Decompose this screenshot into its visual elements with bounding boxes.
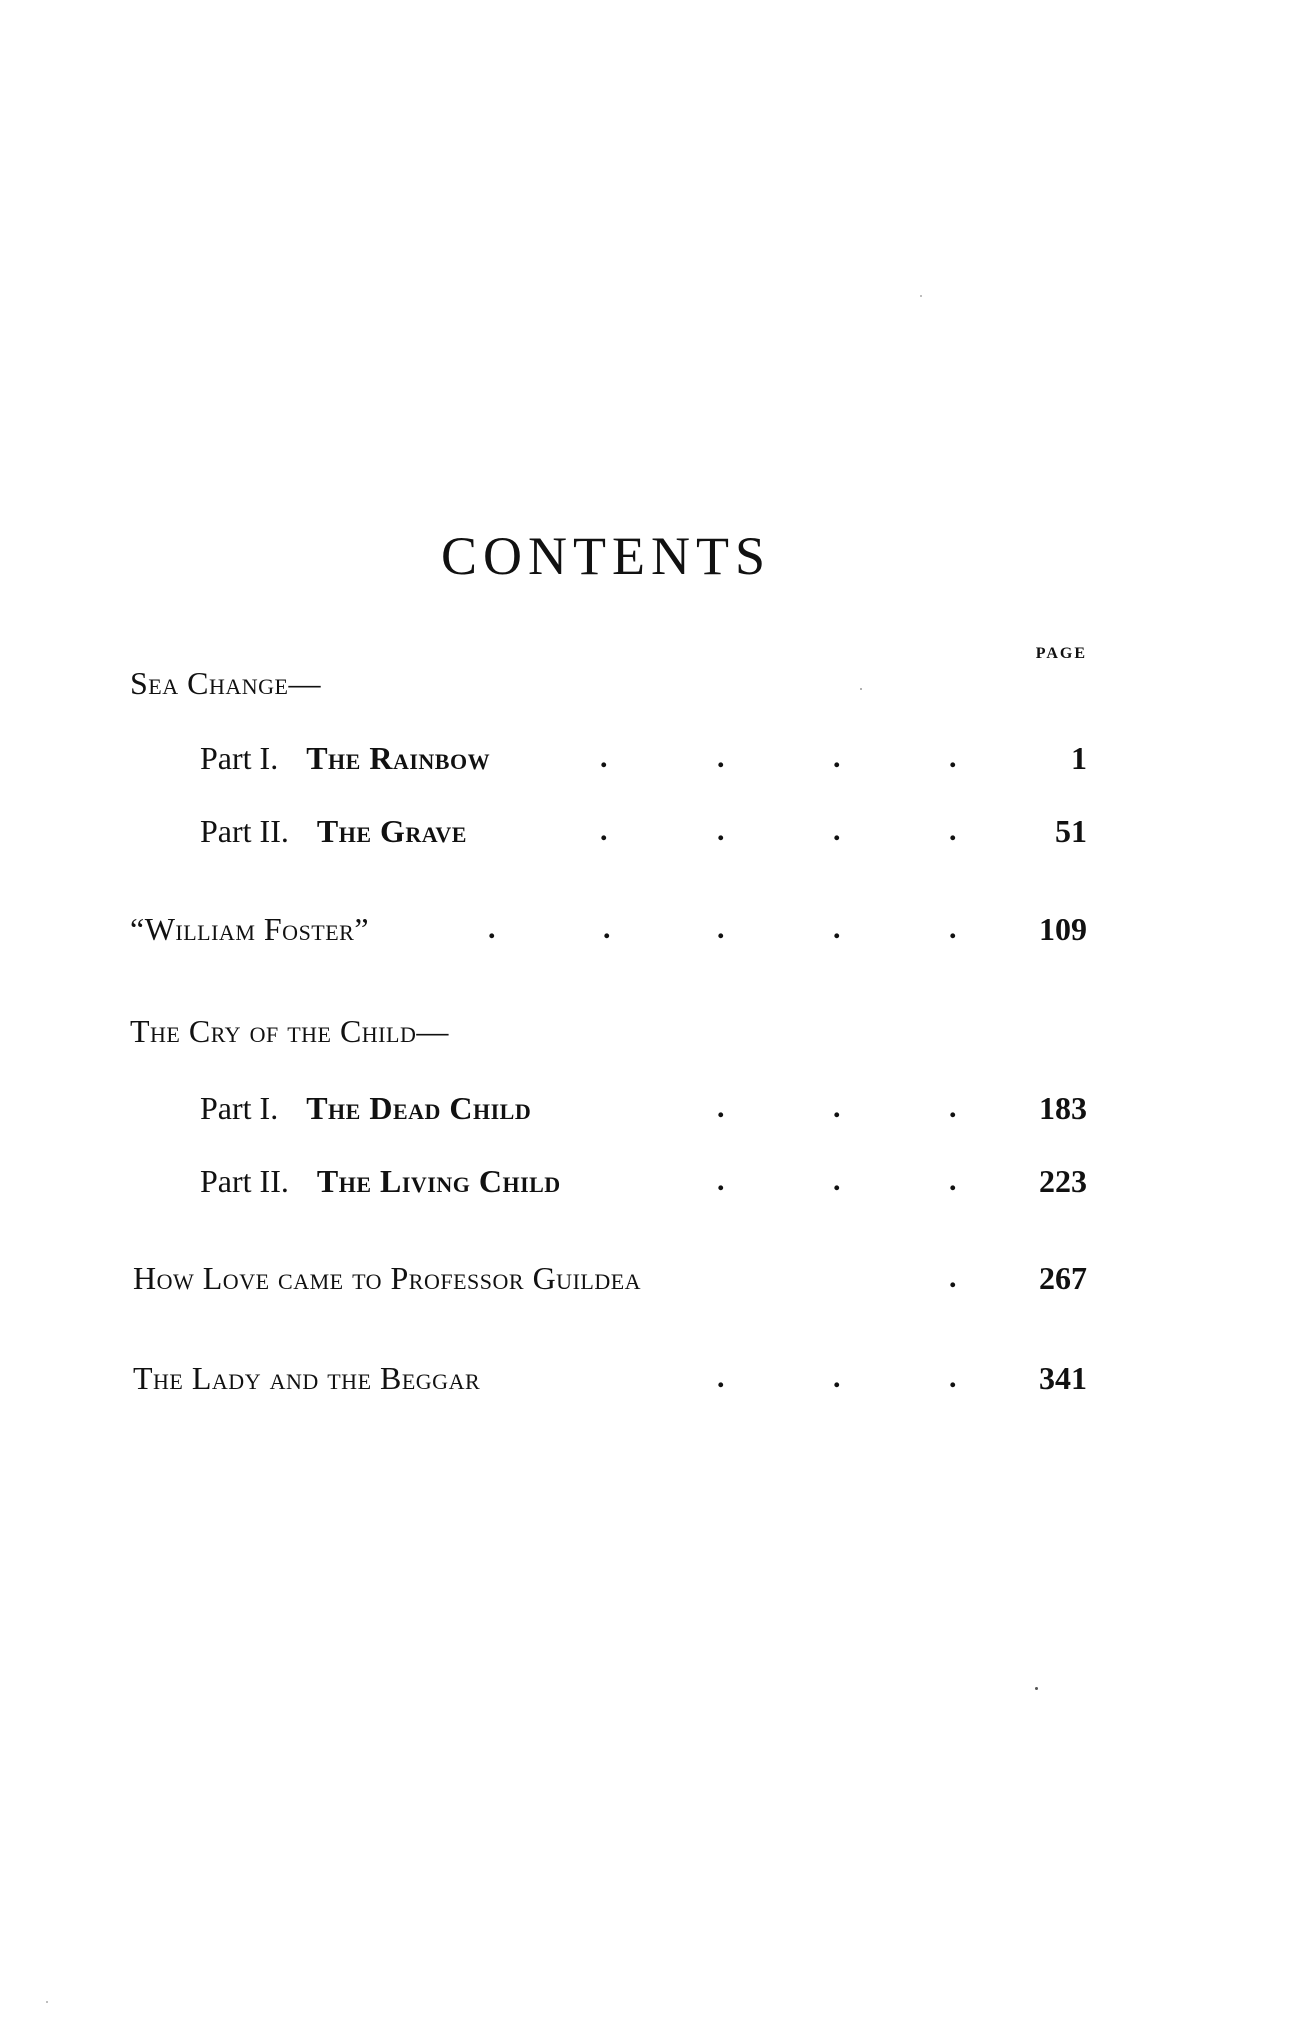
page-title: CONTENTS: [441, 526, 771, 586]
leader-dot: .: [717, 912, 725, 945]
toc-entry-title: The Lady and the Beggar: [133, 1360, 481, 1396]
scan-speck: [860, 688, 862, 690]
toc-entry[interactable]: [0, 1158, 1296, 1204]
leader-dot: .: [949, 1164, 957, 1197]
page-number: 183: [1039, 1090, 1087, 1126]
leader-dot: .: [600, 741, 608, 774]
toc-entry[interactable]: [0, 808, 1296, 854]
section-heading: Sea Change—: [130, 665, 321, 701]
leader-dot: .: [949, 814, 957, 847]
toc-entry[interactable]: [0, 1085, 1296, 1131]
leader-dot: .: [833, 814, 841, 847]
toc-entry-title: [200, 735, 490, 781]
part-label: Part I.: [200, 740, 279, 776]
part-title: The Living Child: [316, 1163, 561, 1199]
page-number: 341: [1039, 1360, 1087, 1396]
leader-dot: .: [833, 912, 841, 945]
toc-entry-title: [200, 1085, 531, 1131]
leader-dot: .: [833, 1361, 841, 1394]
leader-dot: .: [717, 814, 725, 847]
leader-dot: .: [949, 1361, 957, 1394]
leader-dot: .: [833, 1091, 841, 1124]
leader-dot: .: [833, 741, 841, 774]
part-label: Part I.: [200, 1090, 279, 1126]
part-title: The Rainbow: [306, 740, 491, 776]
leader-dot: .: [488, 912, 496, 945]
leader-dot: .: [717, 1164, 725, 1197]
leader-dot: .: [949, 1091, 957, 1124]
toc-heading-cry-of-the-child: [0, 1008, 1296, 1054]
leader-dot: .: [717, 1361, 725, 1394]
page-number: 223: [1039, 1163, 1087, 1199]
toc-entry[interactable]: [0, 1355, 1296, 1401]
leader-dot: .: [600, 814, 608, 847]
leader-dot: .: [949, 1261, 957, 1294]
leader-dot: .: [717, 741, 725, 774]
scan-speck: [920, 295, 922, 297]
scan-speck: [46, 2001, 48, 2003]
toc-entry-title: [200, 808, 467, 854]
page-number: 51: [1055, 813, 1087, 849]
toc-entry[interactable]: [0, 735, 1296, 781]
part-label: Part II.: [200, 813, 289, 849]
toc-entry[interactable]: [0, 906, 1296, 952]
toc-entry-title: [200, 1158, 561, 1204]
leader-dot: .: [949, 912, 957, 945]
section-heading: The Cry of the Child—: [130, 1013, 449, 1049]
page-number: 267: [1039, 1260, 1087, 1296]
toc-entry-title: How Love came to Professor Guildea: [133, 1260, 642, 1296]
part-title: The Grave: [316, 813, 467, 849]
page-number: 109: [1039, 911, 1087, 947]
scan-speck: [1035, 1687, 1038, 1690]
part-label: Part II.: [200, 1163, 289, 1199]
toc-entry[interactable]: [0, 1255, 1296, 1301]
leader-dot: .: [833, 1164, 841, 1197]
page-number: 1: [1071, 740, 1087, 776]
page-column-label: PAGE: [1035, 645, 1087, 662]
part-title: The Dead Child: [306, 1090, 532, 1126]
toc-entry-title: “William Foster”: [130, 911, 370, 947]
leader-dot: .: [949, 741, 957, 774]
toc-heading-sea-change: [0, 660, 1296, 706]
leader-dot: .: [717, 1091, 725, 1124]
leader-dot: .: [603, 912, 611, 945]
